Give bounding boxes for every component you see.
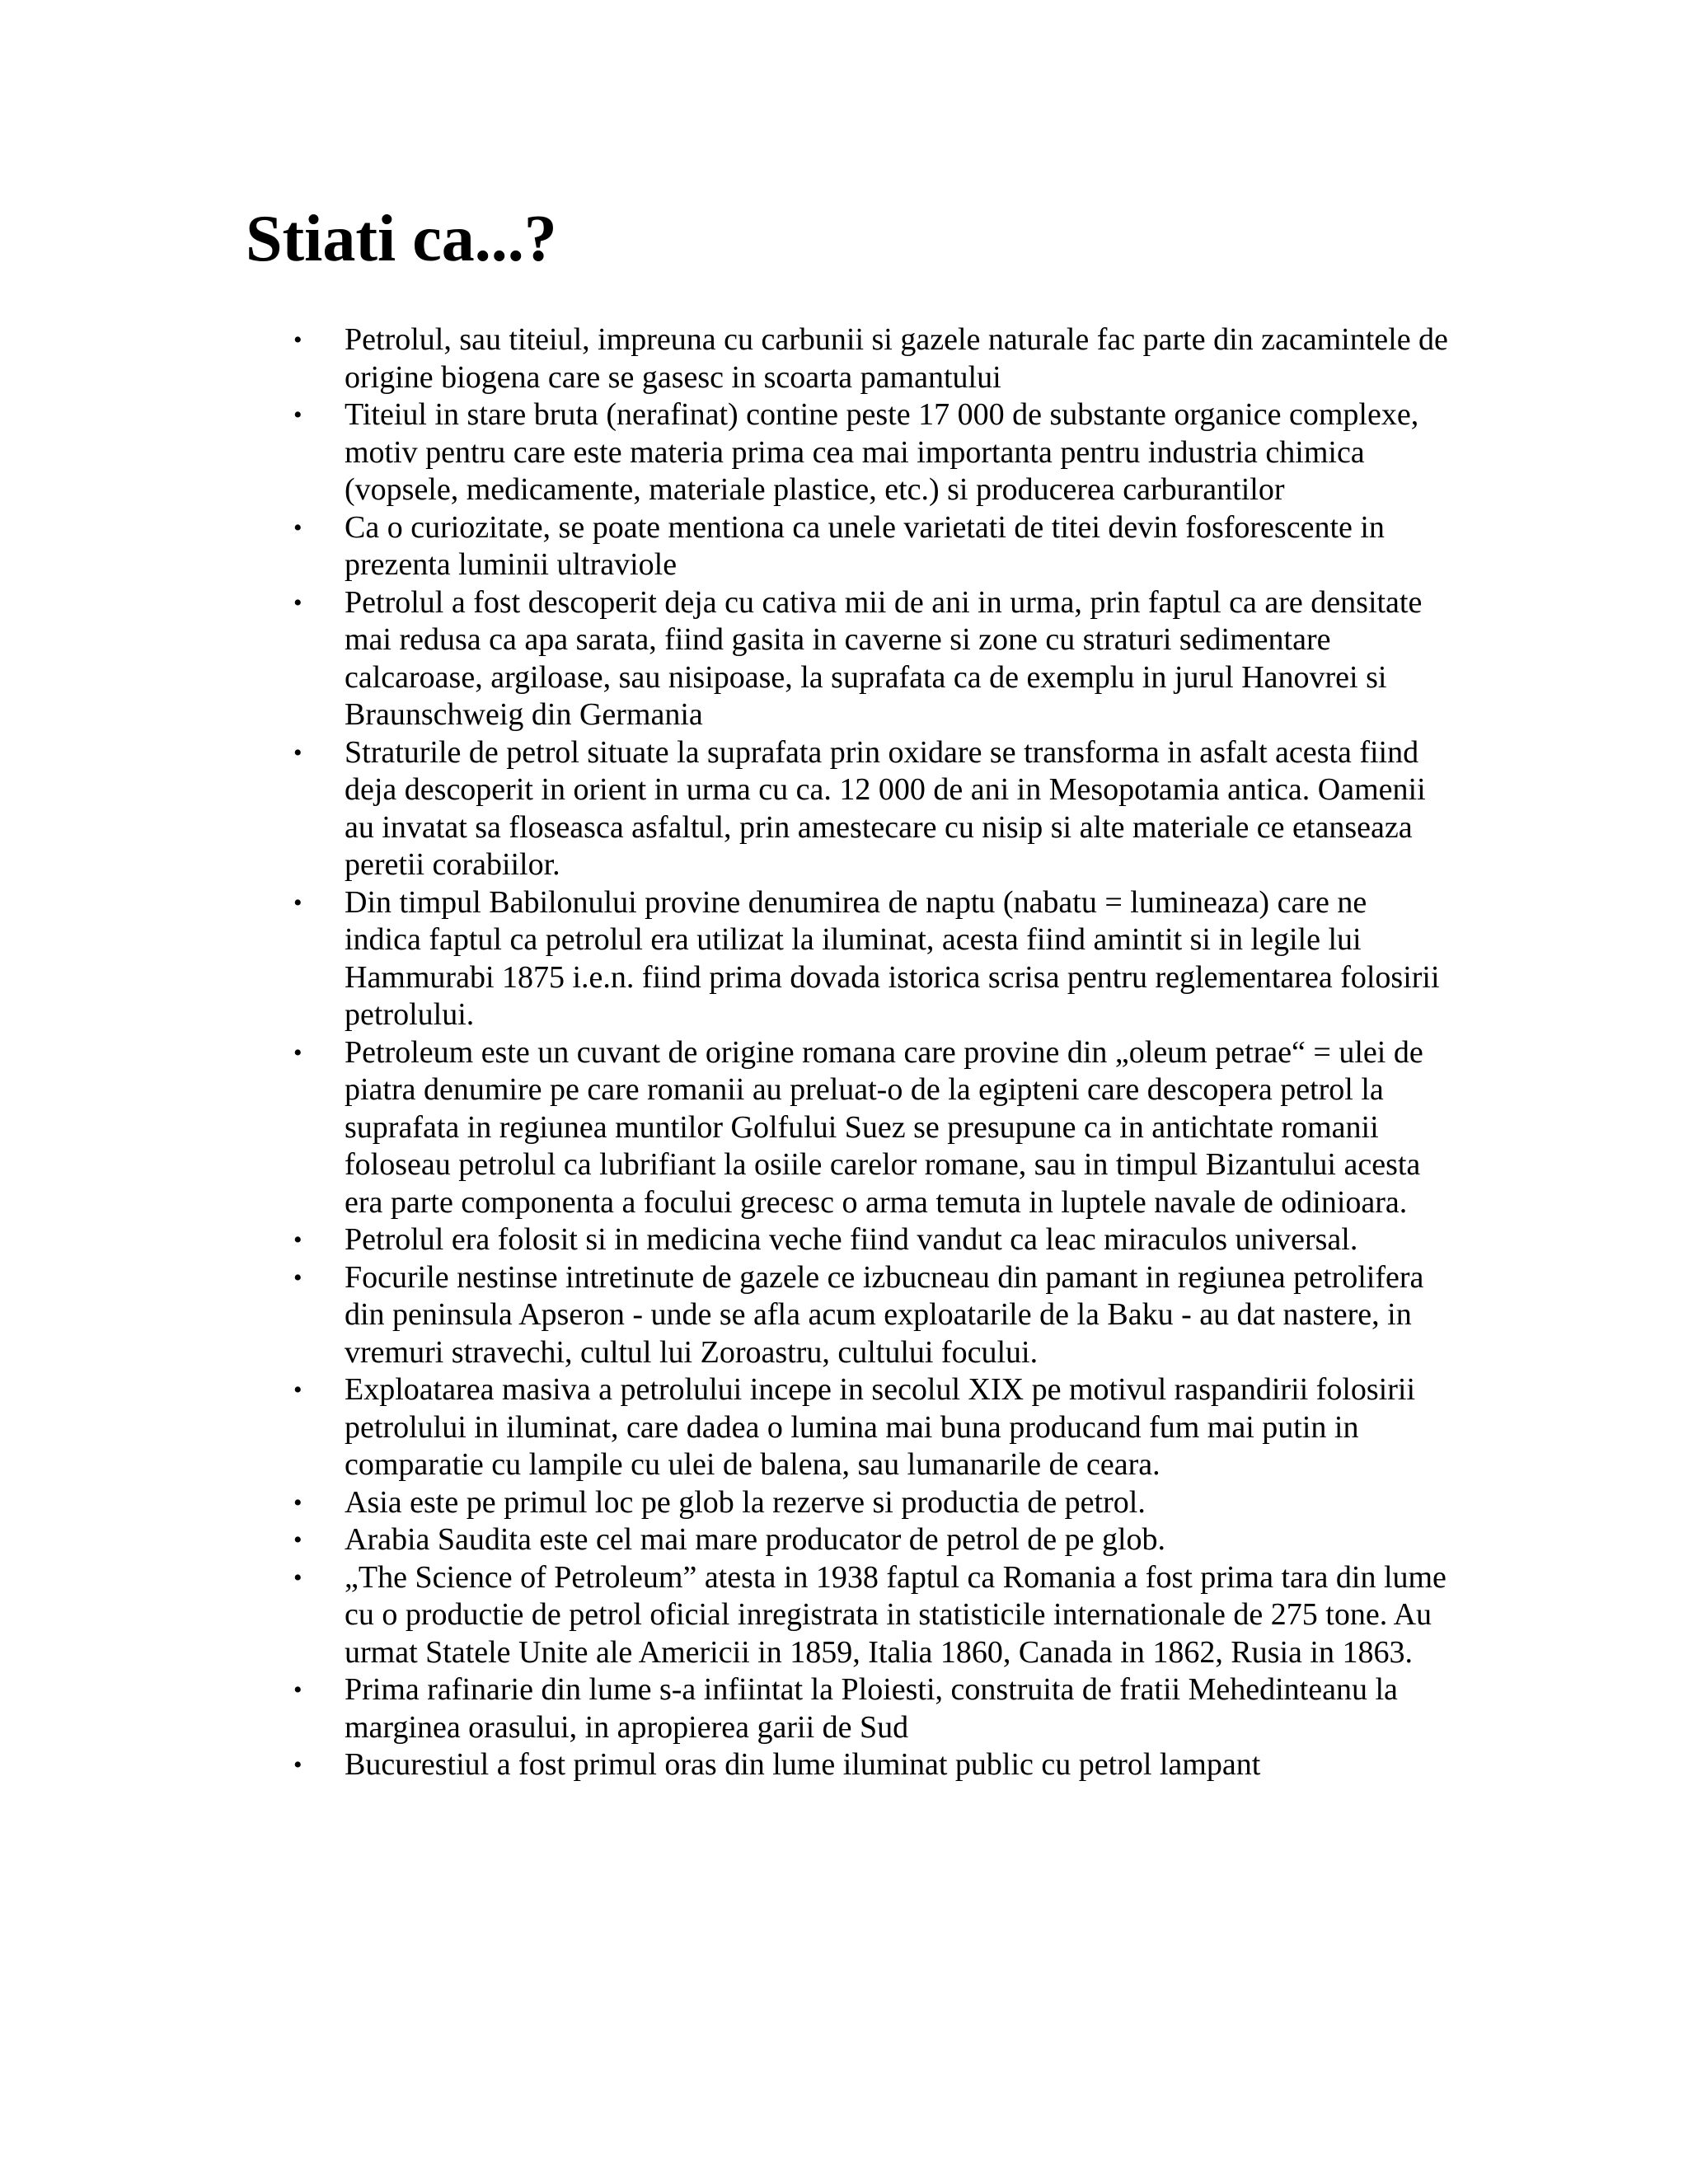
fact-list — [246, 321, 1449, 1784]
document-page — [246, 198, 1449, 1784]
fact-text: Asia este pe primul loc pe glob la rezerve si productia de petrol. — [345, 1484, 1146, 1520]
list-item — [246, 1671, 1449, 1746]
list-item — [246, 1521, 1449, 1559]
fact-text: Din timpul Babilonului provine denumirea de naptu (nabatu = lumineaza) care ne indica faptul ca petrolul era utilizat la iluminat, acesta fiind amintit si in legile lui Hammurabi 1875 i.e.n. fiind prima dovada istorica scrisa pentru reglementarea folosirii petrolului. — [345, 884, 1440, 1032]
bullet-icon: • — [293, 1263, 302, 1291]
list-item — [246, 584, 1449, 734]
list-item — [246, 509, 1449, 584]
list-item — [246, 1484, 1449, 1522]
fact-text: Bucurestiul a fost primul oras din lume iluminat public cu petrol lampant — [345, 1747, 1261, 1782]
bullet-icon: • — [293, 1676, 302, 1704]
bullet-icon: • — [293, 1376, 302, 1404]
fact-text: Petrolul era folosit si in medicina veche fiind vandut ca leac miraculos universal. — [345, 1222, 1358, 1257]
list-item — [246, 1034, 1449, 1222]
list-item — [246, 734, 1449, 884]
list-item — [246, 321, 1449, 396]
fact-text: Exploatarea masiva a petrolului incepe in secolul XIX pe motivul raspandirii folosirii petrolului in iluminat, care dadea o lumina mai buna producand fum mai putin in comparatie cu lampile cu ulei de balena, sau lumanarile de ceara. — [345, 1372, 1416, 1482]
list-item — [246, 1746, 1449, 1784]
bullet-icon: • — [293, 1526, 302, 1554]
fact-text: Titeiul in stare bruta (nerafinat) contine peste 17 000 de substante organice complexe, motiv pentru care este materia prima cea mai importanta pentru industria chimica (vopsele, medicamente, materiale plastice, etc.) si producerea carburantilor — [345, 397, 1419, 507]
bullet-icon: • — [293, 401, 302, 429]
fact-text: Focurile nestinse intretinute de gazele ce izbucneau din pamant in regiunea petrolifera din peninsula Apseron - unde se afla acum exploatarile de la Baku - au dat nastere, in vremuri stravechi, cultul lui Zoroastru, cultului focului. — [345, 1259, 1424, 1370]
fact-text: Prima rafinarie din lume s-a infiintat la Ploiesti, construita de fratii Mehedinteanu la marginea orasului, in apropierea garii de Sud — [345, 1672, 1398, 1745]
page-title: Stiati ca...? — [246, 203, 557, 275]
list-item — [246, 1371, 1449, 1484]
list-item — [246, 1259, 1449, 1372]
fact-text: Petroleum este un cuvant de origine romana care provine din „oleum petrae“ = ulei de piatra denumire pe care romanii au preluat-o de la egipteni care descopera petrol la suprafata in regiunea muntilor Golfului Suez se presupune ca in antichtate romanii foloseau petrolul ca lubrifiant la osiile carelor romane, sau in timpul Bizantului acesta era parte componenta a focului grecesc o arma temuta in luptele navale de odinioara. — [345, 1034, 1423, 1220]
fact-text: Straturile de petrol situate la suprafata prin oxidare se transforma in asfalt acesta fiind deja descoperit in orient in urma cu ca. 12 000 de ani in Mesopotamia antica. Oamenii au invatat sa floseasca asfaltul, prin amestecare cu nisip si alte materiale ce etanseaza peretii corabiilor. — [345, 734, 1426, 882]
bullet-icon: • — [293, 588, 302, 616]
fact-text: Arabia Saudita este cel mai mare producator de petrol de pe glob. — [345, 1522, 1166, 1557]
fact-text: Petrolul, sau titeiul, impreuna cu carbunii si gazele naturale fac parte din zacamintele de origine biogena care se gasesc in scoarta pamantului — [345, 322, 1448, 395]
fact-text: Ca o curiozitate, se poate mentiona ca unele varietati de titei devin fosforescente in prezenta luminii ultraviole — [345, 509, 1385, 582]
list-item — [246, 1559, 1449, 1672]
list-item — [246, 884, 1449, 1034]
bullet-icon: • — [293, 326, 302, 354]
list-item — [246, 1221, 1449, 1259]
bullet-icon: • — [293, 738, 302, 766]
bullet-icon: • — [293, 1038, 302, 1066]
list-item — [246, 396, 1449, 509]
bullet-icon: • — [293, 513, 302, 541]
fact-text: Petrolul a fost descoperit deja cu cativa mii de ani in urma, prin faptul ca are densitate mai redusa ca apa sarata, fiind gasita in caverne si zone cu straturi sedimentare calcaroase, argiloase, sau nisipoase, la suprafata ca de exemplu in jurul Hanovrei si Braunschweig din Germania — [345, 584, 1423, 732]
bullet-icon: • — [293, 1751, 302, 1779]
bullet-icon: • — [293, 1563, 302, 1591]
bullet-icon: • — [293, 888, 302, 916]
bullet-icon: • — [293, 1488, 302, 1516]
fact-text: „The Science of Petroleum” atesta in 1938 faptul ca Romania a fost prima tara din lume cu o productie de petrol oficial inregistrata in statisticile internationale de 275 tone. Au urmat Statele Unite ale Americii in 1859, Italia 1860, Canada in 1862, Rusia in 1863. — [345, 1559, 1447, 1670]
bullet-icon: • — [293, 1226, 302, 1254]
